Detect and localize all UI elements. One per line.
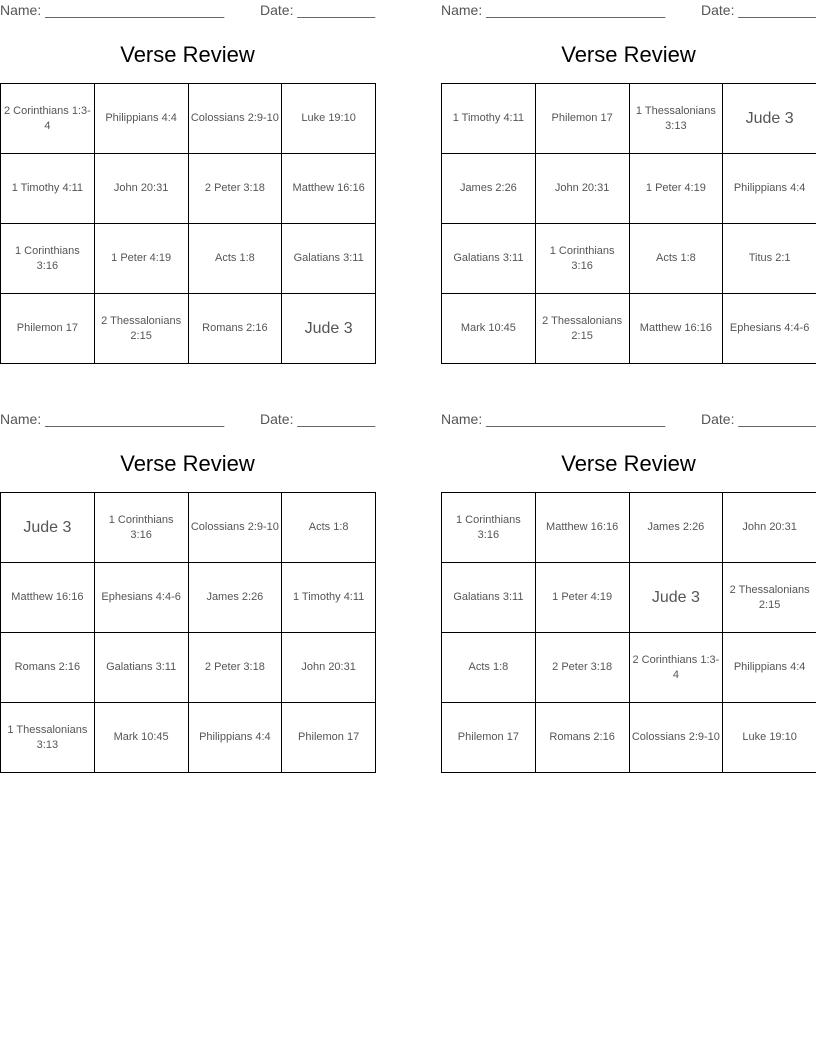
grid-cell[interactable]: Colossians 2:9-10	[630, 703, 724, 773]
date-field[interactable]: Date: __________	[260, 411, 376, 427]
date-field[interactable]: Date: __________	[260, 2, 376, 18]
grid-cell[interactable]: Philemon 17	[1, 294, 95, 364]
grid-cell[interactable]: 1 Peter 4:19	[630, 154, 724, 224]
grid-cell[interactable]: 2 Peter 3:18	[189, 154, 283, 224]
grid-cell[interactable]: 2 Thessalonians 2:15	[536, 294, 630, 364]
grid-cell[interactable]: Ephesians 4:4-6	[723, 294, 816, 364]
grid-cell[interactable]: Colossians 2:9-10	[189, 84, 283, 154]
grid-cell[interactable]: James 2:26	[189, 563, 283, 633]
grid-cell[interactable]: 2 Thessalonians 2:15	[723, 563, 816, 633]
grid-cell[interactable]: Galatians 3:11	[95, 633, 189, 703]
grid-cell[interactable]: Luke 19:10	[282, 84, 376, 154]
grid-cell[interactable]: Jude 3	[630, 563, 724, 633]
date-field[interactable]: Date: __________	[701, 411, 816, 427]
verse-grid	[0, 83, 376, 364]
grid-cell[interactable]: Jude 3	[282, 294, 376, 364]
grid-cell[interactable]: Titus 2:1	[723, 224, 816, 294]
grid-cell[interactable]: 2 Thessalonians 2:15	[95, 294, 189, 364]
grid-cell[interactable]: 2 Peter 3:18	[536, 633, 630, 703]
grid-cell[interactable]: Acts 1:8	[282, 493, 376, 563]
grid-cell[interactable]: 1 Timothy 4:11	[282, 563, 376, 633]
card-header	[0, 409, 375, 431]
grid-cell[interactable]: 1 Timothy 4:11	[442, 84, 536, 154]
name-field[interactable]: Name: _______________________	[441, 411, 666, 427]
verse-card-3	[0, 409, 376, 751]
grid-cell[interactable]: Ephesians 4:4-6	[95, 563, 189, 633]
card-header	[0, 0, 375, 22]
verse-grid	[441, 83, 816, 364]
grid-cell[interactable]: Matthew 16:16	[1, 563, 95, 633]
grid-cell[interactable]: 1 Thessalonians 3:13	[1, 703, 95, 773]
card-title: Verse Review	[120, 42, 255, 67]
name-field[interactable]: Name: _______________________	[0, 2, 225, 18]
grid-cell[interactable]: Philippians 4:4	[723, 633, 816, 703]
grid-cell[interactable]: Romans 2:16	[189, 294, 283, 364]
grid-cell[interactable]: Colossians 2:9-10	[189, 493, 283, 563]
grid-cell[interactable]: Galatians 3:11	[282, 224, 376, 294]
grid-cell[interactable]: 1 Peter 4:19	[536, 563, 630, 633]
grid-cell[interactable]: Matthew 16:16	[630, 294, 724, 364]
grid-cell[interactable]: John 20:31	[95, 154, 189, 224]
grid-cell[interactable]: Romans 2:16	[536, 703, 630, 773]
grid-cell[interactable]: Philippians 4:4	[95, 84, 189, 154]
grid-cell[interactable]: 2 Peter 3:18	[189, 633, 283, 703]
verse-grid	[0, 492, 376, 773]
verse-grid	[441, 492, 816, 773]
grid-cell[interactable]: 1 Corinthians 3:16	[95, 493, 189, 563]
card-title: Verse Review	[561, 42, 696, 67]
card-title: Verse Review	[561, 451, 696, 476]
grid-cell[interactable]: 1 Corinthians 3:16	[442, 493, 536, 563]
verse-card-4	[441, 409, 816, 743]
grid-cell[interactable]: James 2:26	[630, 493, 724, 563]
grid-cell[interactable]: Galatians 3:11	[442, 224, 536, 294]
name-field[interactable]: Name: _______________________	[441, 2, 666, 18]
grid-cell[interactable]: Acts 1:8	[189, 224, 283, 294]
grid-cell[interactable]: Philemon 17	[282, 703, 376, 773]
grid-cell[interactable]: John 20:31	[723, 493, 816, 563]
grid-cell[interactable]: 1 Corinthians 3:16	[1, 224, 95, 294]
grid-cell[interactable]: Mark 10:45	[95, 703, 189, 773]
grid-cell[interactable]: Acts 1:8	[442, 633, 536, 703]
grid-cell[interactable]: 1 Timothy 4:11	[1, 154, 95, 224]
grid-cell[interactable]: Jude 3	[1, 493, 95, 563]
grid-cell[interactable]: Matthew 16:16	[536, 493, 630, 563]
grid-cell[interactable]: Luke 19:10	[723, 703, 816, 773]
grid-cell[interactable]: Galatians 3:11	[442, 563, 536, 633]
date-field[interactable]: Date: __________	[701, 2, 816, 18]
verse-card-2	[441, 0, 816, 342]
grid-cell[interactable]: 2 Corinthians 1:3-4	[1, 84, 95, 154]
grid-cell[interactable]: Mark 10:45	[442, 294, 536, 364]
grid-cell[interactable]: John 20:31	[282, 633, 376, 703]
grid-cell[interactable]: 1 Peter 4:19	[95, 224, 189, 294]
verse-card-1	[0, 0, 376, 342]
grid-cell[interactable]: 1 Thessalonians 3:13	[630, 84, 724, 154]
grid-cell[interactable]: Jude 3	[723, 84, 816, 154]
grid-cell[interactable]: James 2:26	[442, 154, 536, 224]
grid-cell[interactable]: 1 Corinthians 3:16	[536, 224, 630, 294]
card-header	[441, 409, 816, 431]
grid-cell[interactable]: Matthew 16:16	[282, 154, 376, 224]
grid-cell[interactable]: Philippians 4:4	[723, 154, 816, 224]
grid-cell[interactable]: 2 Corinthians 1:3-4	[630, 633, 724, 703]
grid-cell[interactable]: Philemon 17	[442, 703, 536, 773]
grid-cell[interactable]: John 20:31	[536, 154, 630, 224]
grid-cell[interactable]: Romans 2:16	[1, 633, 95, 703]
name-field[interactable]: Name: _______________________	[0, 411, 225, 427]
grid-cell[interactable]: Acts 1:8	[630, 224, 724, 294]
card-title: Verse Review	[120, 451, 255, 476]
card-header	[441, 0, 816, 22]
grid-cell[interactable]: Philippians 4:4	[189, 703, 283, 773]
grid-cell[interactable]: Philemon 17	[536, 84, 630, 154]
